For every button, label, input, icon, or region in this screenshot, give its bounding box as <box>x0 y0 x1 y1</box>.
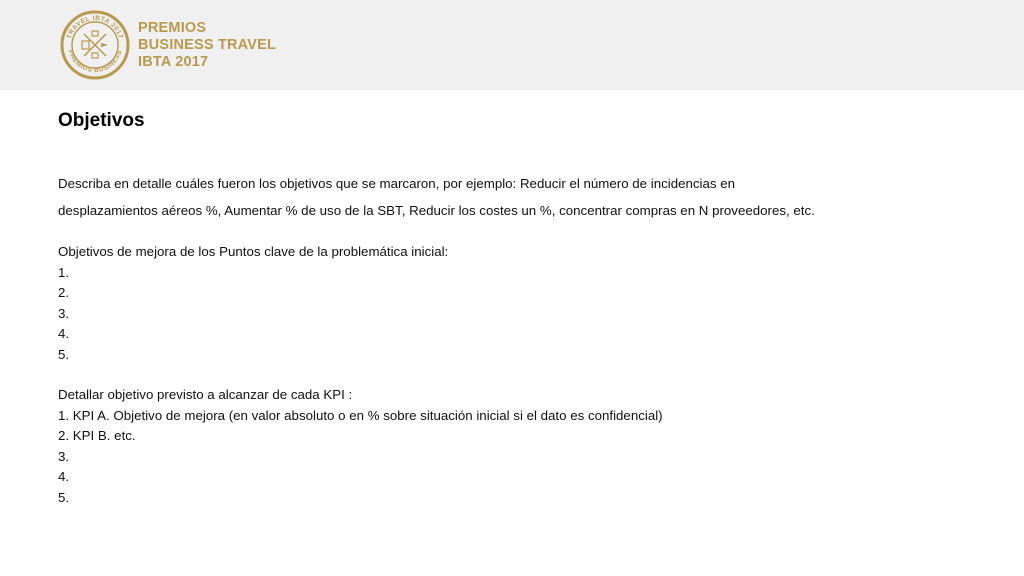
objective-item: 3. <box>58 305 70 321</box>
intro-line-1: Describa en detalle cuáles fueron los objetivos que se marcaron, por ejemplo: Reducir el número de incidencias en <box>58 176 736 191</box>
kpi-item: 5. <box>58 489 70 505</box>
kpi-item: 4. <box>58 469 70 484</box>
objective-item: 1. <box>58 264 70 280</box>
brand-wordmark <box>138 20 276 71</box>
kpi-heading: Detallar objetivo previsto a alcanzar de cada KPI : <box>58 387 353 402</box>
svg-text:TRAVEL IBTA 2017: TRAVEL IBTA 2017 <box>65 14 125 40</box>
objectives-heading: Objetivos de mejora de los Puntos clave de la problemática inicial: <box>58 244 449 259</box>
brand-line-2: BUSINESS TRAVEL <box>138 37 277 53</box>
brand-line-1: PREMIOS <box>138 20 207 36</box>
objective-item: 4. <box>58 326 70 341</box>
slide-content <box>58 108 998 508</box>
page-title: Objetivos <box>58 110 145 131</box>
svg-text:PREMIOS BUSINESS: PREMIOS BUSINESS <box>66 49 124 75</box>
header-banner <box>0 0 1024 90</box>
brand-line-3: IBTA 2017 <box>138 54 209 70</box>
intro-line-2: desplazamientos aéreos %, Aumentar % de uso de la SBT, Reducir los costes un %, concentrar compras en N proveedores, etc. <box>58 203 815 218</box>
intro-paragraph <box>58 170 998 224</box>
kpi-item: 3. <box>58 448 70 464</box>
kpi-item: 2. KPI B. etc. <box>58 428 136 443</box>
kpi-section <box>58 385 998 508</box>
objective-item: 2. <box>58 285 70 300</box>
objective-item: 5. <box>58 346 70 362</box>
objectives-section <box>58 242 998 365</box>
ibta-seal-logo <box>60 10 130 80</box>
kpi-item: 1. KPI A. Objetivo de mejora (en valor absoluto o en % sobre situación inicial si el dato es confidencial) <box>58 407 663 423</box>
